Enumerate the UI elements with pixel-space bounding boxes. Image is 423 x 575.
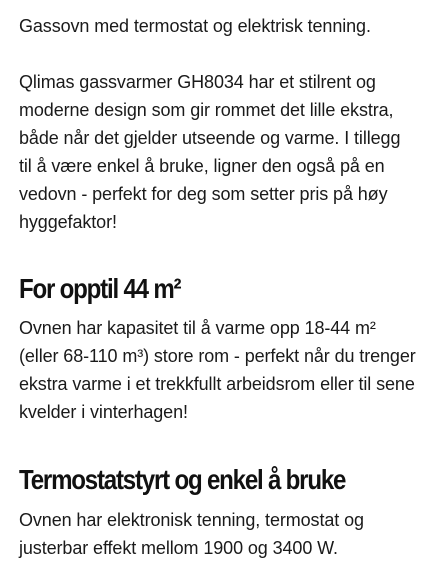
section-heading-capacity: For opptil 44 m²: [19, 273, 181, 304]
product-description: Qlimas gassvarmer GH8034 har et stilrent og moderne design som gir rommet det lille ekstra, både når det gjelder utseende og varme. I tillegg til å være enkel å bruke, ligner den også på en vedovn - perfekt for deg som setter pris på høy hyggefaktor!: [19, 72, 401, 232]
section-body-thermostat: Ovnen har elektronisk tenning, termostat og justerbar effekt mellom 1900 og 3400 W.: [19, 510, 364, 558]
section-body-capacity: Ovnen har kapasitet til å varme opp 18-44 m² (eller 68-110 m³) store rom - perfekt når du trenger ekstra varme i et trekkfullt arbeidsrom eller til sene kvelder i vinterhagen!: [19, 318, 416, 422]
section-heading-thermostat: Termostatstyrt og enkel å bruke: [19, 464, 346, 495]
intro-text: Gassovn med termostat og elektrisk tenning.: [19, 16, 371, 36]
